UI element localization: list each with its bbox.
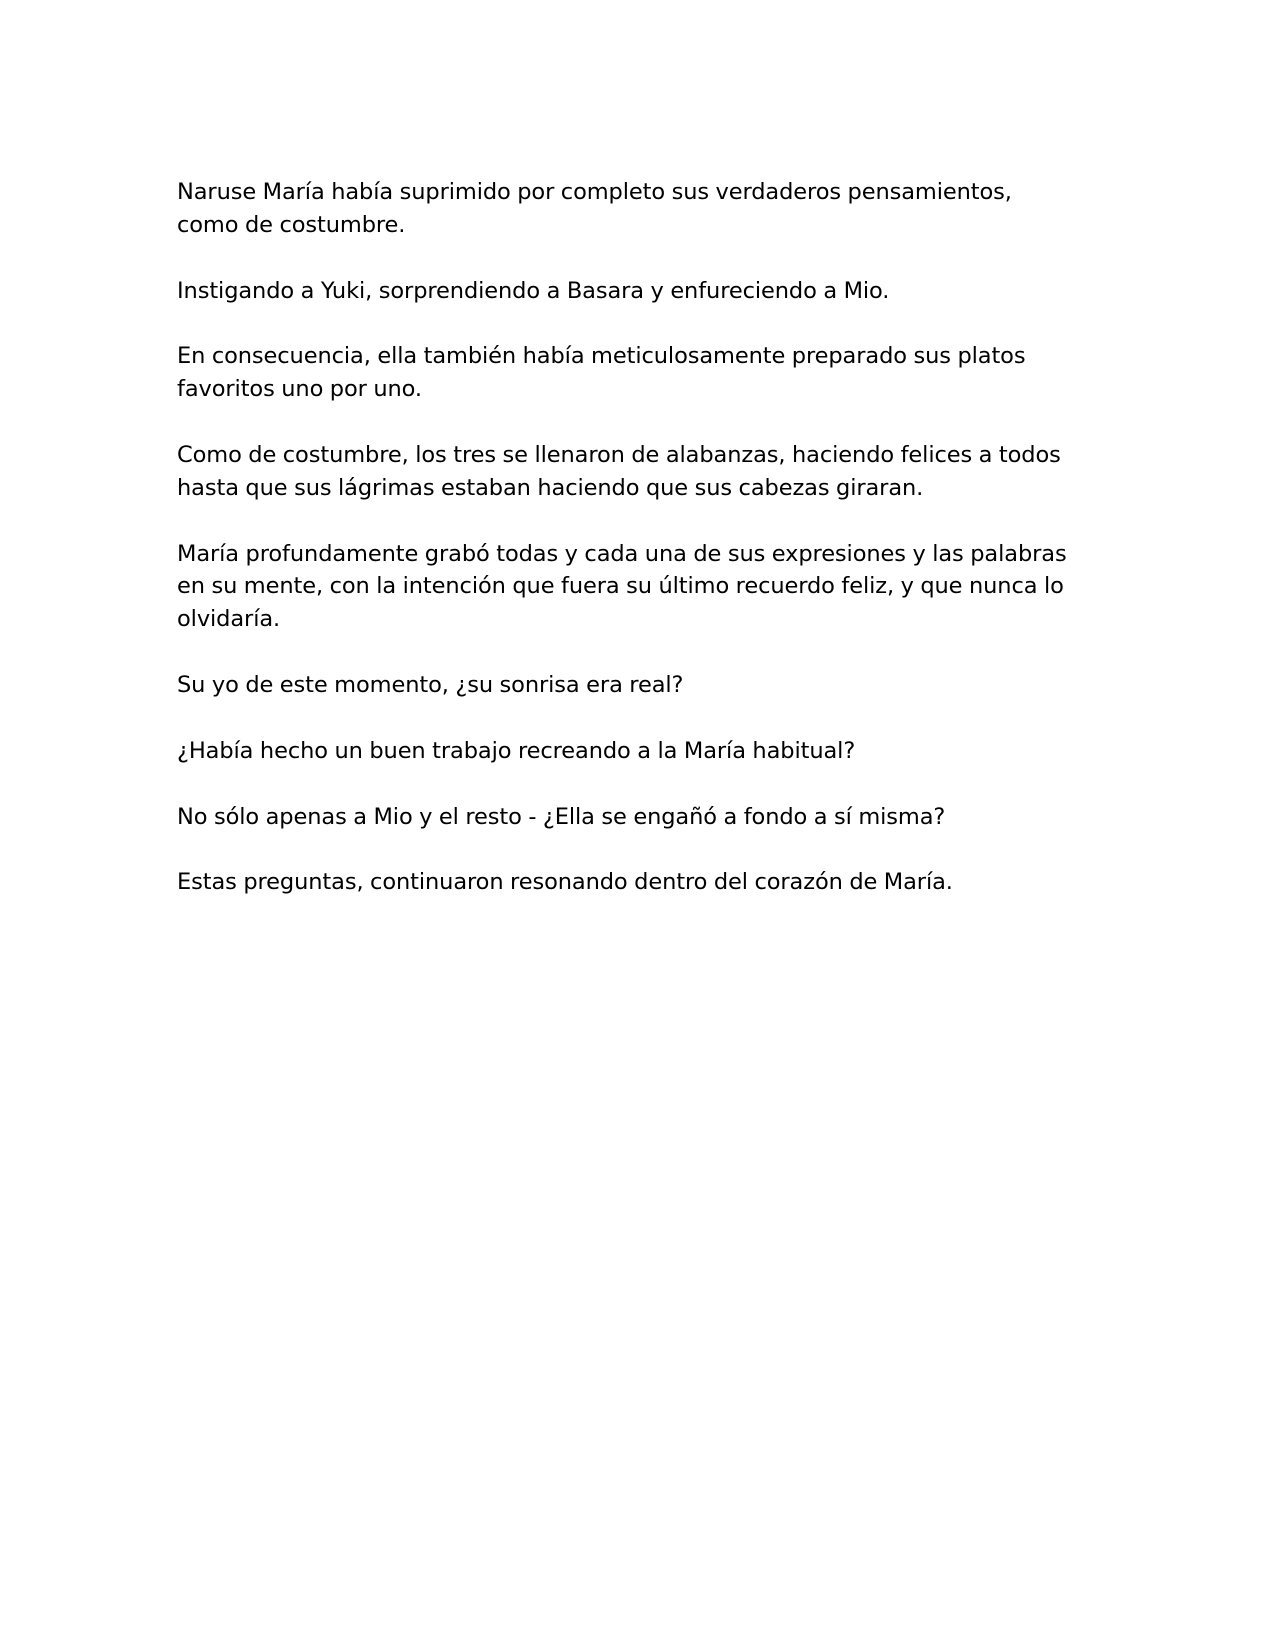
paragraph-1: Naruse María había suprimido por completo sus verdaderos pensamientos, como de costumbre. bbox=[177, 179, 1012, 238]
paragraph-7: ¿Había hecho un buen trabajo recreando a la María habitual? bbox=[177, 737, 856, 764]
paragraph-5: María profundamente grabó todas y cada una de sus expresiones y las palabras en su mente, con la intención que fuera su último recuerdo feliz, y que nunca lo olvidaría. bbox=[177, 540, 1067, 633]
paragraph-2: Instigando a Yuki, sorprendiendo a Basara y enfureciendo a Mio. bbox=[177, 277, 890, 304]
paragraph-8: No sólo apenas a Mio y el resto - ¿Ella se engañó a fondo a sí misma? bbox=[177, 803, 946, 830]
paragraph-9: Estas preguntas, continuaron resonando dentro del corazón de María. bbox=[177, 869, 953, 896]
paragraph-4: Como de costumbre, los tres se llenaron de alabanzas, haciendo felices a todos hasta que sus lágrimas estaban haciendo que sus cabezas giraran. bbox=[177, 441, 1061, 501]
paragraph-3: En consecuencia, ella también había meticulosamente preparado sus platos favoritos uno por uno. bbox=[177, 343, 1026, 403]
paragraph-6: Su yo de este momento, ¿su sonrisa era real? bbox=[177, 671, 684, 698]
